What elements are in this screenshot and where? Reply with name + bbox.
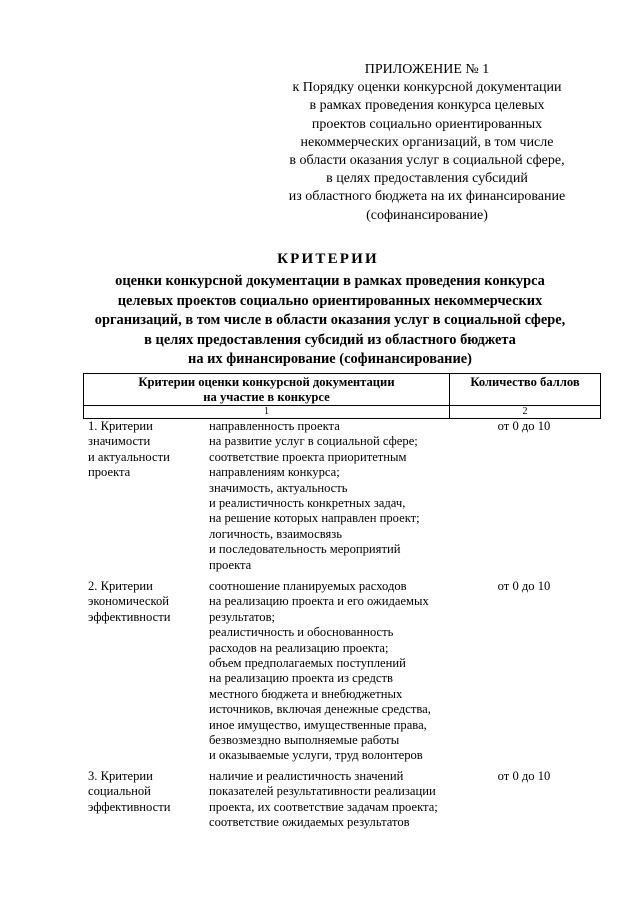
criterion-description-line: проекта, их соответствие задачам проекта; bbox=[209, 799, 438, 814]
criterion-description-line: соответствие проекта приоритетным bbox=[209, 449, 407, 464]
appendix-line: в области оказания услуг в социальной сфере, bbox=[289, 153, 565, 169]
criterion-name bbox=[88, 769, 203, 815]
criterion-name bbox=[88, 579, 203, 625]
criterion-description-line: направленность проекта bbox=[209, 419, 340, 433]
criterion-description-line: на реализацию проекта и его ожидаемых bbox=[209, 594, 429, 609]
column-number-2: 2 bbox=[522, 406, 528, 417]
criterion-description-line: наличие и реалистичность значений bbox=[209, 769, 404, 783]
criterion-score: от 0 до 10 bbox=[497, 419, 551, 433]
criterion-name-line: проекта bbox=[88, 465, 131, 480]
header-criteria-line: на участие в конкурсе bbox=[203, 390, 330, 404]
table-header bbox=[83, 373, 601, 406]
criterion-description-line: соотношение планируемых расходов bbox=[209, 579, 407, 593]
criterion-description-line: направлениям конкурса; bbox=[209, 465, 340, 480]
appendix-block bbox=[262, 61, 592, 225]
criterion-description-line: значимость, актуальность bbox=[209, 480, 348, 495]
criterion-name-line: 2. Критерии bbox=[88, 579, 153, 593]
appendix-line: из областного бюджета на их финансирование bbox=[288, 189, 566, 205]
criterion-score: от 0 до 10 bbox=[497, 579, 551, 593]
criteria-table bbox=[83, 373, 601, 839]
criterion-description-line: соответствие ожидаемых результатов bbox=[209, 815, 410, 830]
criterion-description-line: иное имущество, имущественные права, bbox=[209, 717, 427, 732]
criterion-name-line: значимости bbox=[88, 434, 151, 449]
document-title: КРИТЕРИИ bbox=[277, 251, 379, 267]
criterion-name-line: эффективности bbox=[88, 799, 171, 814]
criterion-description-line: и реалистичность конкретных задач, bbox=[209, 496, 406, 511]
criterion-description-line: логичность, взаимосвязь bbox=[209, 526, 343, 541]
appendix-line: к Порядку оценки конкурсной документации bbox=[292, 80, 562, 96]
table-row bbox=[83, 769, 601, 839]
subtitle-line: на их финансирование (софинансирование) bbox=[188, 351, 472, 368]
criterion-description bbox=[209, 579, 459, 764]
criterion-description-line: расходов на реализацию проекта; bbox=[209, 640, 389, 655]
criterion-description bbox=[209, 769, 459, 831]
criterion-description-line: и оказываемые услуги, труд волонтеров bbox=[209, 748, 423, 763]
criterion-description-line: проекта bbox=[209, 557, 252, 572]
header-criteria-cell bbox=[84, 374, 450, 405]
subtitle-line: оценки конкурсной документации в рамках проведения конкурса bbox=[115, 273, 545, 289]
document-subtitle bbox=[60, 272, 600, 370]
criterion-name bbox=[88, 419, 203, 481]
criterion-name-line: экономической bbox=[88, 594, 170, 609]
criterion-score: от 0 до 10 bbox=[497, 769, 551, 783]
criterion-name-line: эффективности bbox=[88, 609, 171, 624]
criterion-name-line: 1. Критерии bbox=[88, 419, 153, 433]
criterion-description-line: безвозмездно выполняемые работы bbox=[209, 733, 400, 748]
criterion-description-line: объем предполагаемых поступлений bbox=[209, 656, 406, 671]
table-row bbox=[83, 579, 601, 769]
subtitle-line: в целях предоставления субсидий из областного бюджета bbox=[144, 331, 516, 348]
appendix-line: некоммерческих организаций, в том числе bbox=[300, 134, 554, 150]
appendix-line: в рамках проведения конкурса целевых bbox=[309, 98, 545, 114]
criterion-name-line: 3. Критерии bbox=[88, 769, 153, 783]
criterion-name-line: социальной bbox=[88, 784, 151, 799]
header-score-cell: Количество баллов bbox=[470, 375, 580, 389]
criterion-description-line: и последовательность мероприятий bbox=[209, 542, 401, 557]
appendix-line: в целях предоставления субсидий bbox=[326, 171, 528, 187]
appendix-line: ПРИЛОЖЕНИЕ № 1 bbox=[364, 62, 490, 77]
header-criteria-line: Критерии оценки конкурсной документации bbox=[138, 375, 395, 389]
column-number-row bbox=[83, 406, 601, 419]
criterion-description-line: на реализацию проекта из средств bbox=[209, 671, 393, 686]
criterion-description bbox=[209, 419, 459, 573]
appendix-line: проектов социально ориентированных bbox=[311, 116, 543, 132]
table-row bbox=[83, 419, 601, 579]
criterion-description-line: реалистичность и обоснованность bbox=[209, 625, 394, 640]
column-number-1: 1 bbox=[84, 406, 450, 418]
subtitle-line: организаций, в том числе в области оказания услуг в социальной сфере, bbox=[94, 312, 566, 329]
appendix-line: (софинансирование) bbox=[366, 207, 488, 223]
criterion-description-line: показателей результативности реализации bbox=[209, 784, 436, 799]
criterion-description-line: результатов; bbox=[209, 609, 276, 624]
criterion-description-line: источников, включая денежные средства, bbox=[209, 702, 431, 717]
criterion-name-line: и актуальности bbox=[88, 449, 170, 464]
criterion-description-line: местного бюджета и внебюджетных bbox=[209, 686, 403, 701]
subtitle-line: целевых проектов социально ориентированных некоммерческих bbox=[117, 292, 543, 309]
criterion-description-line: на развитие услуг в социальной сфере; bbox=[209, 434, 418, 449]
criterion-description-line: на решение которых направлен проект; bbox=[209, 511, 420, 526]
